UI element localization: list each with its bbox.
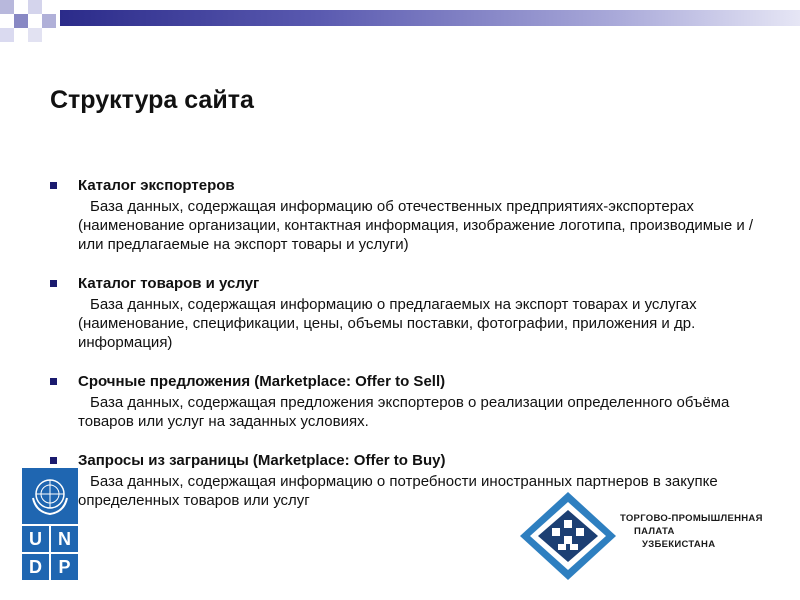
bullet-icon xyxy=(50,378,57,385)
content-list xyxy=(50,176,770,530)
undp-letter: P xyxy=(51,554,78,580)
chamber-logo-icon xyxy=(518,490,618,582)
list-item-exporters-catalog xyxy=(50,176,770,254)
decor-square xyxy=(28,0,42,14)
undp-letter: D xyxy=(22,554,49,580)
item-description: База данных, содержащая информацию о потребности иностранных партнеров в закупке определенных товаров или услуг xyxy=(78,473,718,509)
chamber-name-line3: УЗБЕКИСТАНА xyxy=(642,539,716,550)
item-title: Каталог экспортеров xyxy=(78,177,235,194)
bullet-icon xyxy=(50,457,57,464)
item-description: База данных, содержащая информацию о предлагаемых на экспорт товарах и услугах (наименование, спецификации, цены, объемы поставки, фотографии, приложения и др. информация) xyxy=(78,296,697,351)
undp-logo xyxy=(22,468,78,580)
slide-title: Структура сайта xyxy=(50,86,254,114)
decor-square xyxy=(0,28,14,42)
bullet-icon xyxy=(50,280,57,287)
item-description: База данных, содержащая предложения экспортеров о реализации определенного объёма товаров или услуг на заданных условиях. xyxy=(78,394,730,430)
item-title: Запросы из заграницы (Marketplace: Offer to Buy) xyxy=(78,452,446,469)
chamber-name xyxy=(620,512,763,551)
bullet-icon xyxy=(50,182,57,189)
header-gradient-bar xyxy=(60,10,800,26)
undp-letter: U xyxy=(22,526,49,552)
corner-squares-decoration xyxy=(0,0,60,44)
undp-letters xyxy=(22,526,78,582)
decor-square xyxy=(14,14,28,28)
list-item-goods-catalog xyxy=(50,274,770,352)
undp-letter: N xyxy=(51,526,78,552)
item-title: Срочные предложения (Marketplace: Offer to Sell) xyxy=(78,373,446,390)
item-title: Каталог товаров и услуг xyxy=(78,275,260,292)
decor-square xyxy=(0,0,14,14)
chamber-name-line2: ПАЛАТА xyxy=(634,526,675,537)
un-emblem-icon xyxy=(22,468,78,524)
list-item-urgent-offers xyxy=(50,372,770,431)
list-item-foreign-requests xyxy=(50,451,770,510)
chamber-name-line1: ТОРГОВО-ПРОМЫШЛЕННАЯ xyxy=(620,513,763,524)
item-description: База данных, содержащая информацию об отечественных предприятиях-экспортерах (наименование организации, контактная информация, изображение логотипа, производимые и / или предлагаемые на экспорт товары и услуги) xyxy=(78,198,754,253)
decor-square xyxy=(42,14,56,28)
decor-square xyxy=(28,28,42,42)
